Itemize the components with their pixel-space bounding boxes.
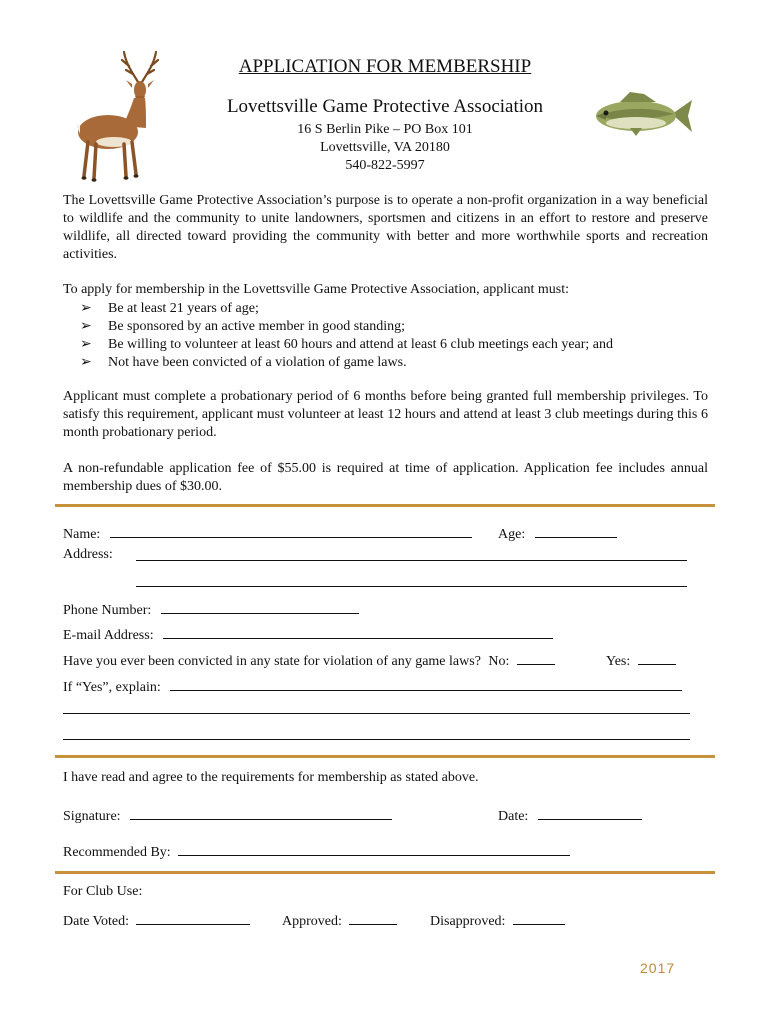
disapproved-label: Disapproved: [430,914,506,929]
explain-label: If “Yes”, explain: [63,680,161,695]
disapproved-field[interactable] [513,910,565,925]
approved-label: Approved: [282,914,342,929]
signature-label: Signature: [63,809,121,824]
explain-field-line-2[interactable] [63,713,690,714]
email-field[interactable] [163,624,553,639]
phone-field[interactable] [161,599,359,614]
address-line-1: 16 S Berlin Pike – PO Box 101 [297,122,473,137]
arrow-bullet-icon: ➢ [80,355,92,370]
page-title: APPLICATION FOR MEMBERSHIP [238,56,532,77]
recommended-field[interactable] [178,841,570,856]
address-label: Address: [63,547,113,562]
email-label: E-mail Address: [63,628,154,643]
phone-row [63,599,359,619]
recommended-label: Recommended By: [63,845,171,860]
age-field[interactable] [535,523,617,538]
explain-row [63,676,682,696]
date-row [498,805,642,825]
phone-label: Phone Number: [63,603,152,618]
age-row [498,523,617,543]
no-label: No: [488,654,510,669]
no-field[interactable] [517,650,555,665]
date-voted-field[interactable] [136,910,250,925]
section-divider [55,871,715,874]
date-label: Date: [498,809,529,824]
conviction-question: Have you ever been convicted in any state for violation of any game laws? [63,654,481,669]
purpose-paragraph: The Lovettsville Game Protective Association’s purpose is to operate a non-profit organization in a way beneficial to wildlife and the community to unite landowners, sportsmen and citizens in an effort to restore and preserve wildlife, all directed toward providing the community with better and more worthwhile sports and recreation activities. [63,193,708,262]
approved-field[interactable] [349,910,397,925]
footer-year: 2017 [640,960,676,976]
arrow-bullet-icon: ➢ [80,301,92,316]
list-item: ➢ Not have been convicted of a violation of game laws. [80,355,407,370]
name-row [63,523,472,543]
signature-row [63,805,392,825]
signature-field[interactable] [130,805,392,820]
list-item: ➢ Be sponsored by an active member in good standing; [80,319,406,334]
name-label: Name: [63,527,101,542]
conviction-row [63,650,555,670]
organization-name: Lovettsville Game Protective Association [226,96,544,117]
address-field-line-1[interactable] [136,560,687,561]
disapproved-row [430,910,565,930]
requirements-intro: To apply for membership in the Lovettsville Game Protective Association, applicant must: [63,282,570,297]
yes-field[interactable] [638,650,676,665]
requirements-list [80,300,613,372]
arrow-bullet-icon: ➢ [80,337,92,352]
recommended-row [63,841,570,861]
approved-row [282,910,397,930]
probation-paragraph: Applicant must complete a probationary period of 6 months before being granted full membership privileges. To satisfy this requirement, applicant must volunteer at least 12 hours and attend at least 3 club meetings during this 6 month probationary period. [63,389,708,440]
section-divider [55,755,715,758]
address-line-2: Lovettsville, VA 20180 [320,140,450,155]
name-field[interactable] [110,523,472,538]
section-divider [55,504,715,507]
address-field-line-2[interactable] [136,586,687,587]
yes-label: Yes: [606,654,631,669]
date-voted-row [63,910,250,930]
list-item: ➢ Be willing to volunteer at least 60 hours and attend at least 6 club meetings each year; and [80,337,614,352]
age-label: Age: [498,527,526,542]
explain-field-line-3[interactable] [63,739,690,740]
fee-paragraph: A non-refundable application fee of $55.00 is required at time of application. Application fee includes annual membership dues of $30.00. [63,461,708,494]
agreement-statement: I have read and agree to the requirements for membership as stated above. [63,770,479,785]
list-item: ➢ Be at least 21 years of age; [80,301,259,316]
date-field[interactable] [538,805,642,820]
email-row [63,624,553,644]
club-use-heading: For Club Use: [63,884,143,899]
organization-phone: 540-822-5997 [345,158,425,173]
yes-row [606,650,676,670]
explain-field[interactable] [170,676,682,691]
date-voted-label: Date Voted: [63,914,129,929]
arrow-bullet-icon: ➢ [80,319,92,334]
